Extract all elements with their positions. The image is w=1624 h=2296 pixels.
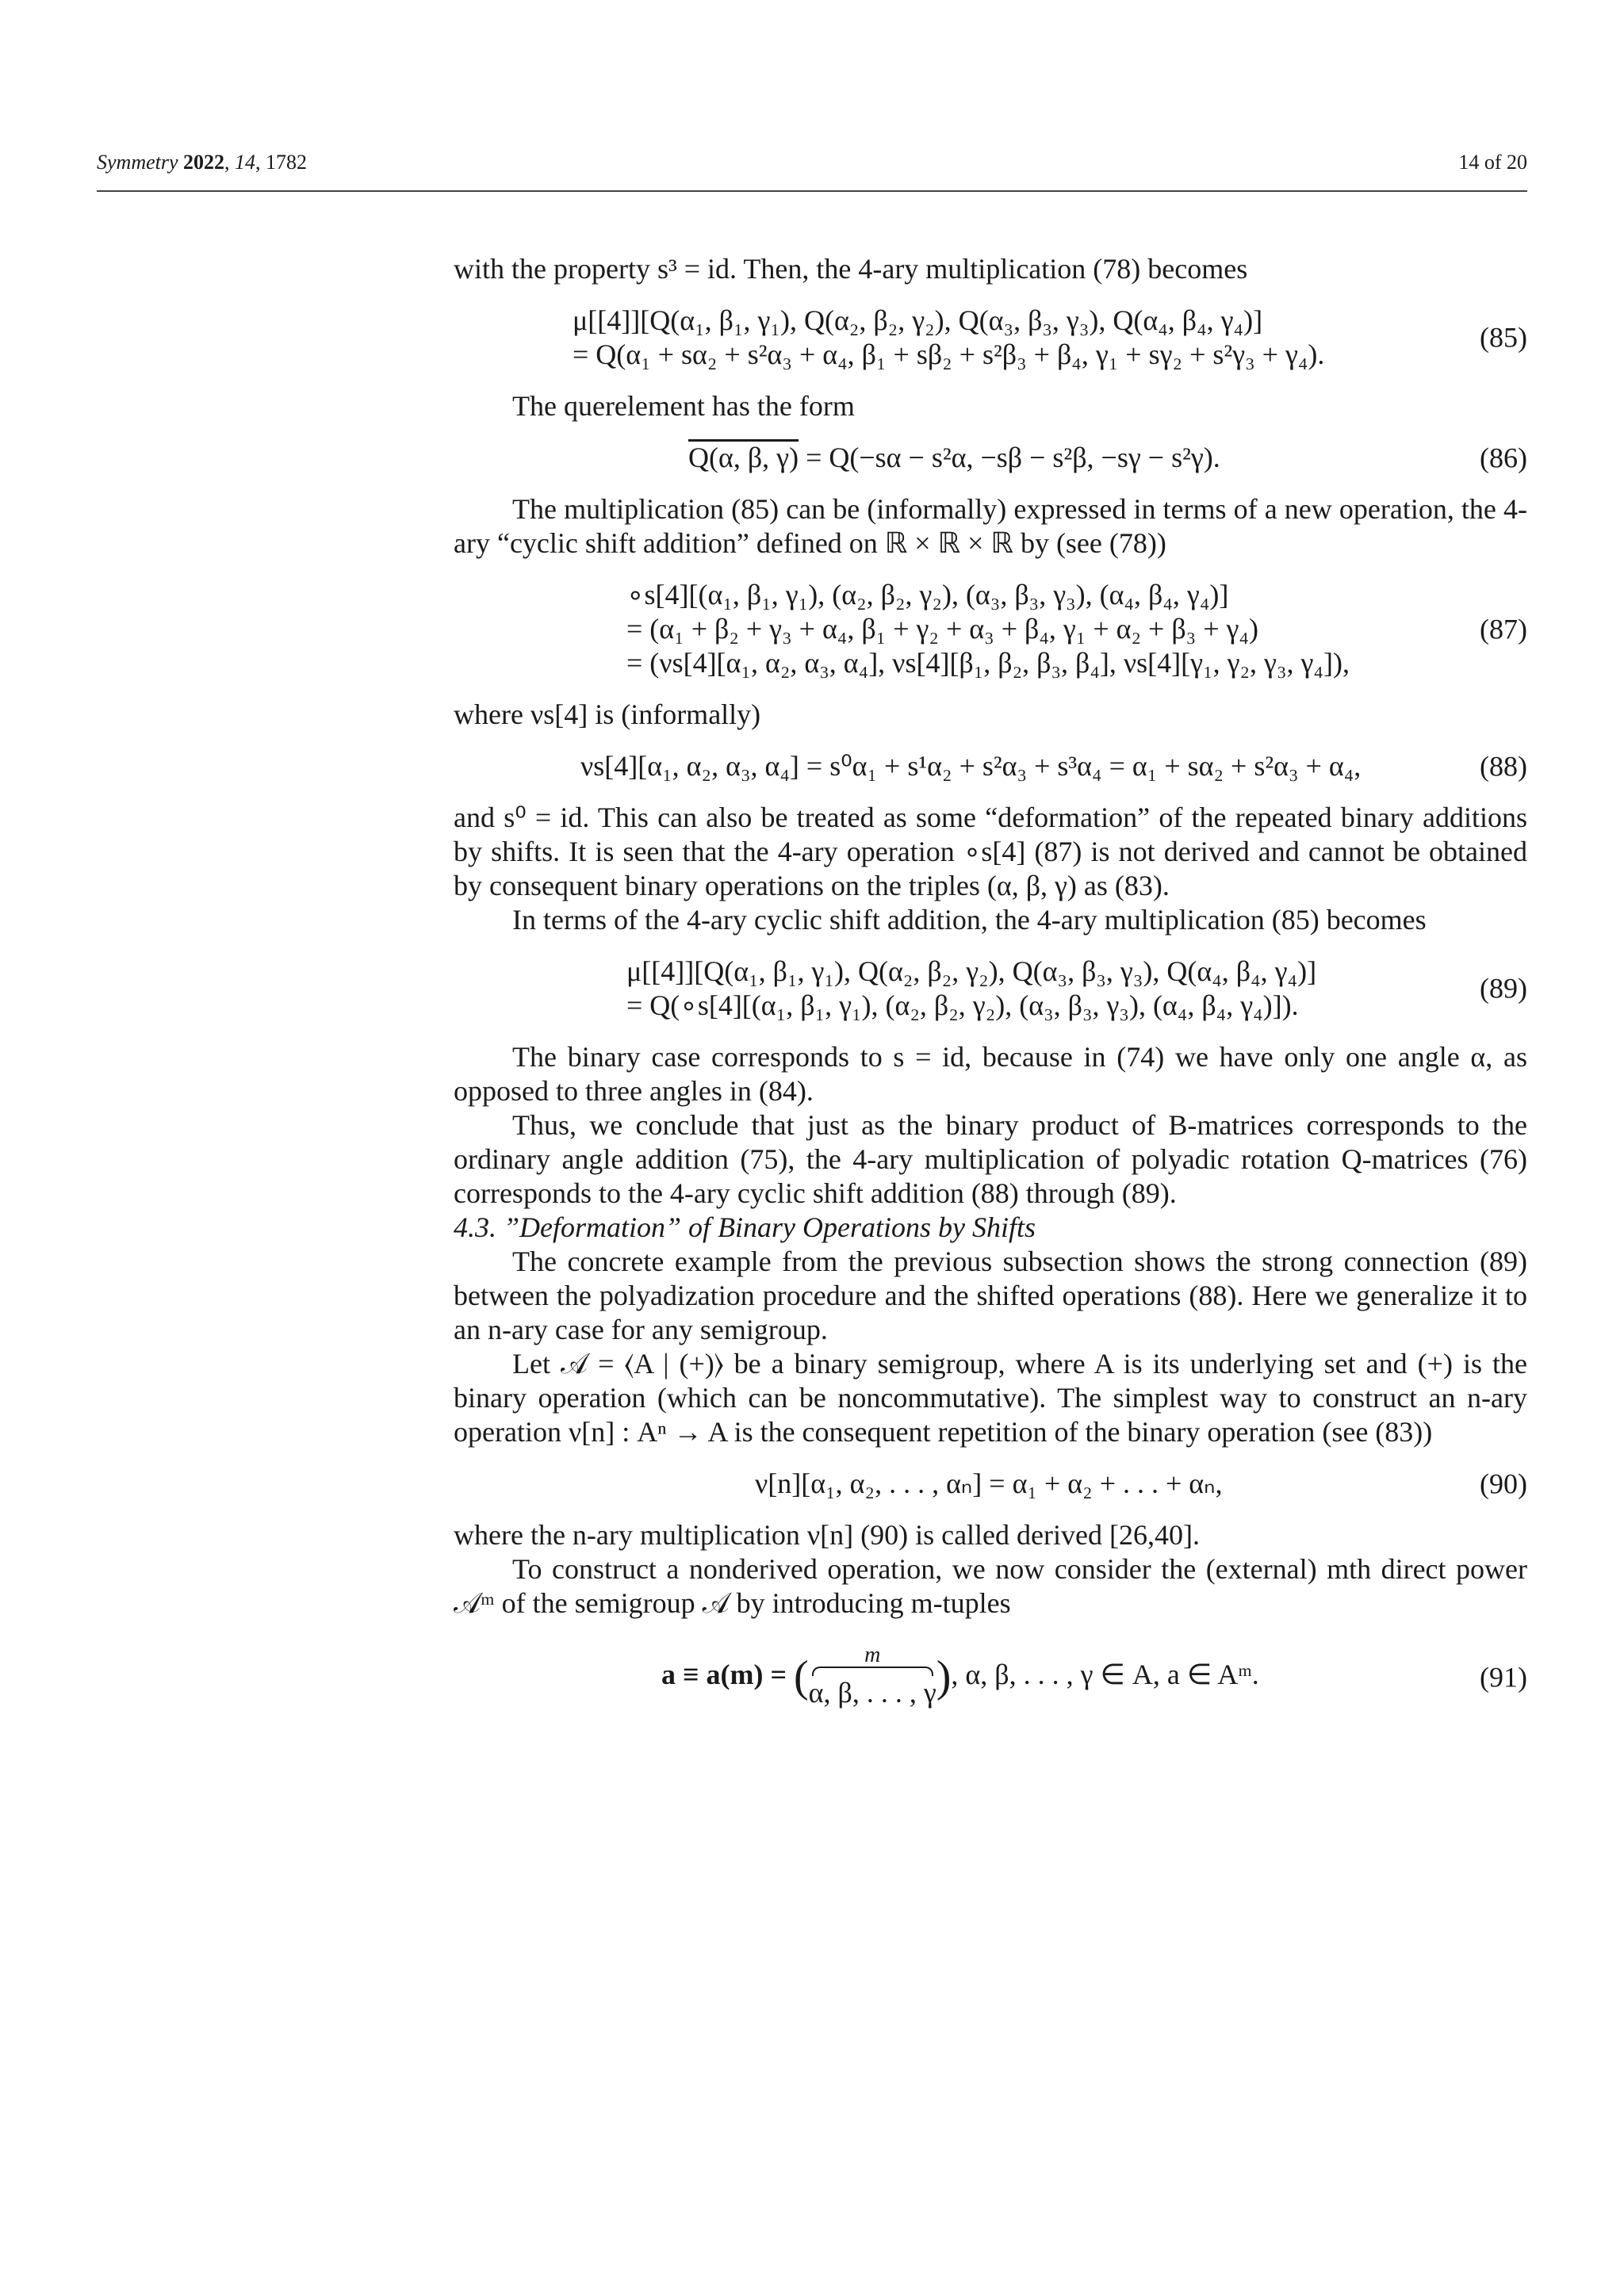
paragraph: In terms of the 4-ary cyclic shift addition, the 4-ary multiplication (85) becomes [512,904,1427,936]
equation-lhs: a ≡ a(m) = [661,1658,794,1690]
equation-line: ν[n][α₁, α₂, . . . , αₙ] = α₁ + α₂ + . . . + αₙ, [755,1468,1223,1499]
equation-line: = Q(∘s[4][(α₁, β₁, γ₁), (α₂, β₂, γ₂), (α₃, β₃, γ₃), (α₄, β₄, γ₄)]). [626,989,1299,1021]
equation-line: = (α₁ + β₂ + γ₃ + α₄, β₁ + γ₂ + α₃ + β₄, γ₁ + α₂ + β₃ + γ₄) [626,613,1258,645]
equation-85 [454,304,1527,372]
equation-89 [454,955,1527,1023]
left-paren: ( [794,1652,809,1701]
journal-volume: 14 [235,151,256,174]
equation-87 [454,578,1527,680]
paragraph: with the property s³ = id. Then, the 4-ary multiplication (78) becomes [454,253,1248,285]
equation-number: (87) [1480,613,1527,645]
overbrace-tuple [809,1644,936,1710]
equation-rhs: , α, β, . . . , γ ∈ A, a ∈ Aᵐ. [951,1658,1259,1690]
paragraph: To construct a nonderived operation, we now consider the (external) mth direct power 𝒜ᵐ of the semigroup 𝒜 by introducing m-tuples [454,1553,1527,1619]
equation-86 [454,441,1527,475]
journal-year: 2022 [183,151,225,174]
paragraph: Thus, we conclude that just as the binary product of B-matrices corresponds to the ordinary angle addition (75), the 4-ary multiplication of polyadic rotation Q-matrices (76) corresponds to the 4-ary cyclic shift addition (88) through (89). [454,1109,1527,1209]
journal-citation: Symmetry 2022, 14, 1782 [97,151,308,174]
equation-number: (89) [1480,972,1527,1004]
equation-number: (86) [1480,442,1527,473]
article-number: 1782 [266,151,308,174]
paragraph: The multiplication (85) can be (informally) expressed in terms of a new operation, the 4-ary “cyclic shift addition” defined on ℝ × ℝ × ℝ by (see (78)) [454,493,1527,559]
page-number: 14 of 20 [1458,151,1527,174]
equation-rhs: = Q(−sα − s²α, −sβ − s²β, −sγ − s²γ). [799,442,1220,473]
paragraph: The querelement has the form [512,390,855,422]
paragraph: where the n-ary multiplication ν[n] (90) is called derived [26,40]. [454,1519,1200,1551]
equation-90 [454,1467,1527,1501]
equation-line: = Q(α₁ + sα₂ + s²α₃ + α₄, β₁ + sβ₂ + s²β₃ + β₄, γ₁ + sγ₂ + s²γ₃ + γ₄). [573,339,1325,370]
equation-91 [454,1644,1527,1710]
equation-line: = (νs[4][α₁, α₂, α₃, α₄], νs[4][β₁, β₂, β₃, β₄], νs[4][γ₁, γ₂, γ₃, γ₄]), [626,647,1350,679]
equation-number: (88) [1480,750,1527,782]
equation-line [688,441,1527,475]
paragraph: Let 𝒜 = ⟨A | (+)⟩ be a binary semigroup, where A is its underlying set and (+) is the binary operation (which can be noncommutative). The simplest way to construct an n-ary operation ν[n] : Aⁿ → A is the consequent repetition of the binary operation (see (83)) [454,1348,1527,1448]
paragraph: The concrete example from the previous subsection shows the strong connection (89) between the polyadization procedure and the shifted operations (88). Here we generalize it to an n-ary case for any semigroup. [454,1246,1527,1345]
running-header [97,151,1527,192]
journal-name: Symmetry [97,151,178,174]
equation-line: νs[4][α₁, α₂, α₃, α₄] = s⁰α₁ + s¹α₂ + s²α₃ + s³α₄ = α₁ + sα₂ + s²α₃ + α₄, [580,750,1362,782]
overbrace [812,1667,933,1676]
equation-number: (85) [1480,321,1527,354]
equation-number: (91) [1480,1661,1527,1693]
paragraph: where νs[4] is (informally) [454,698,761,730]
paragraph: The binary case corresponds to s = id, because in (74) we have only one angle α, as opposed to three angles in (84). [454,1041,1527,1107]
querelement-symbol: Q(α, β, γ) [688,442,799,473]
right-paren: ) [936,1652,952,1701]
main-text [454,252,1527,1728]
paragraph: and s⁰ = id. This can also be treated as some “deformation” of the repeated binary additions by shifts. It is seen that the 4-ary operation ∘s[4] (87) is not derived and cannot be obtained by consequent binary operations on the triples (α, β, γ) as (83). [454,802,1527,901]
equation-number: (90) [1480,1468,1527,1499]
tuple-elements: α, β, . . . , γ [808,1677,936,1709]
equation-88 [454,749,1527,783]
equation-line: μ[[4]][Q(α₁, β₁, γ₁), Q(α₂, β₂, γ₂), Q(α₃, β₃, γ₃), Q(α₄, β₄, γ₄)] [573,304,1263,336]
overbrace-label: m [864,1643,881,1667]
equation-line [661,1644,1527,1710]
equation-line: ∘s[4][(α₁, β₁, γ₁), (α₂, β₂, γ₂), (α₃, β₃, γ₃), (α₄, β₄, γ₄)] [626,579,1229,610]
equation-line: μ[[4]][Q(α₁, β₁, γ₁), Q(α₂, β₂, γ₂), Q(α₃, β₃, γ₃), Q(α₄, β₄, γ₄)] [626,955,1317,987]
section-heading: 4.3. ”Deformation” of Binary Operations by Shifts [454,1211,1036,1243]
